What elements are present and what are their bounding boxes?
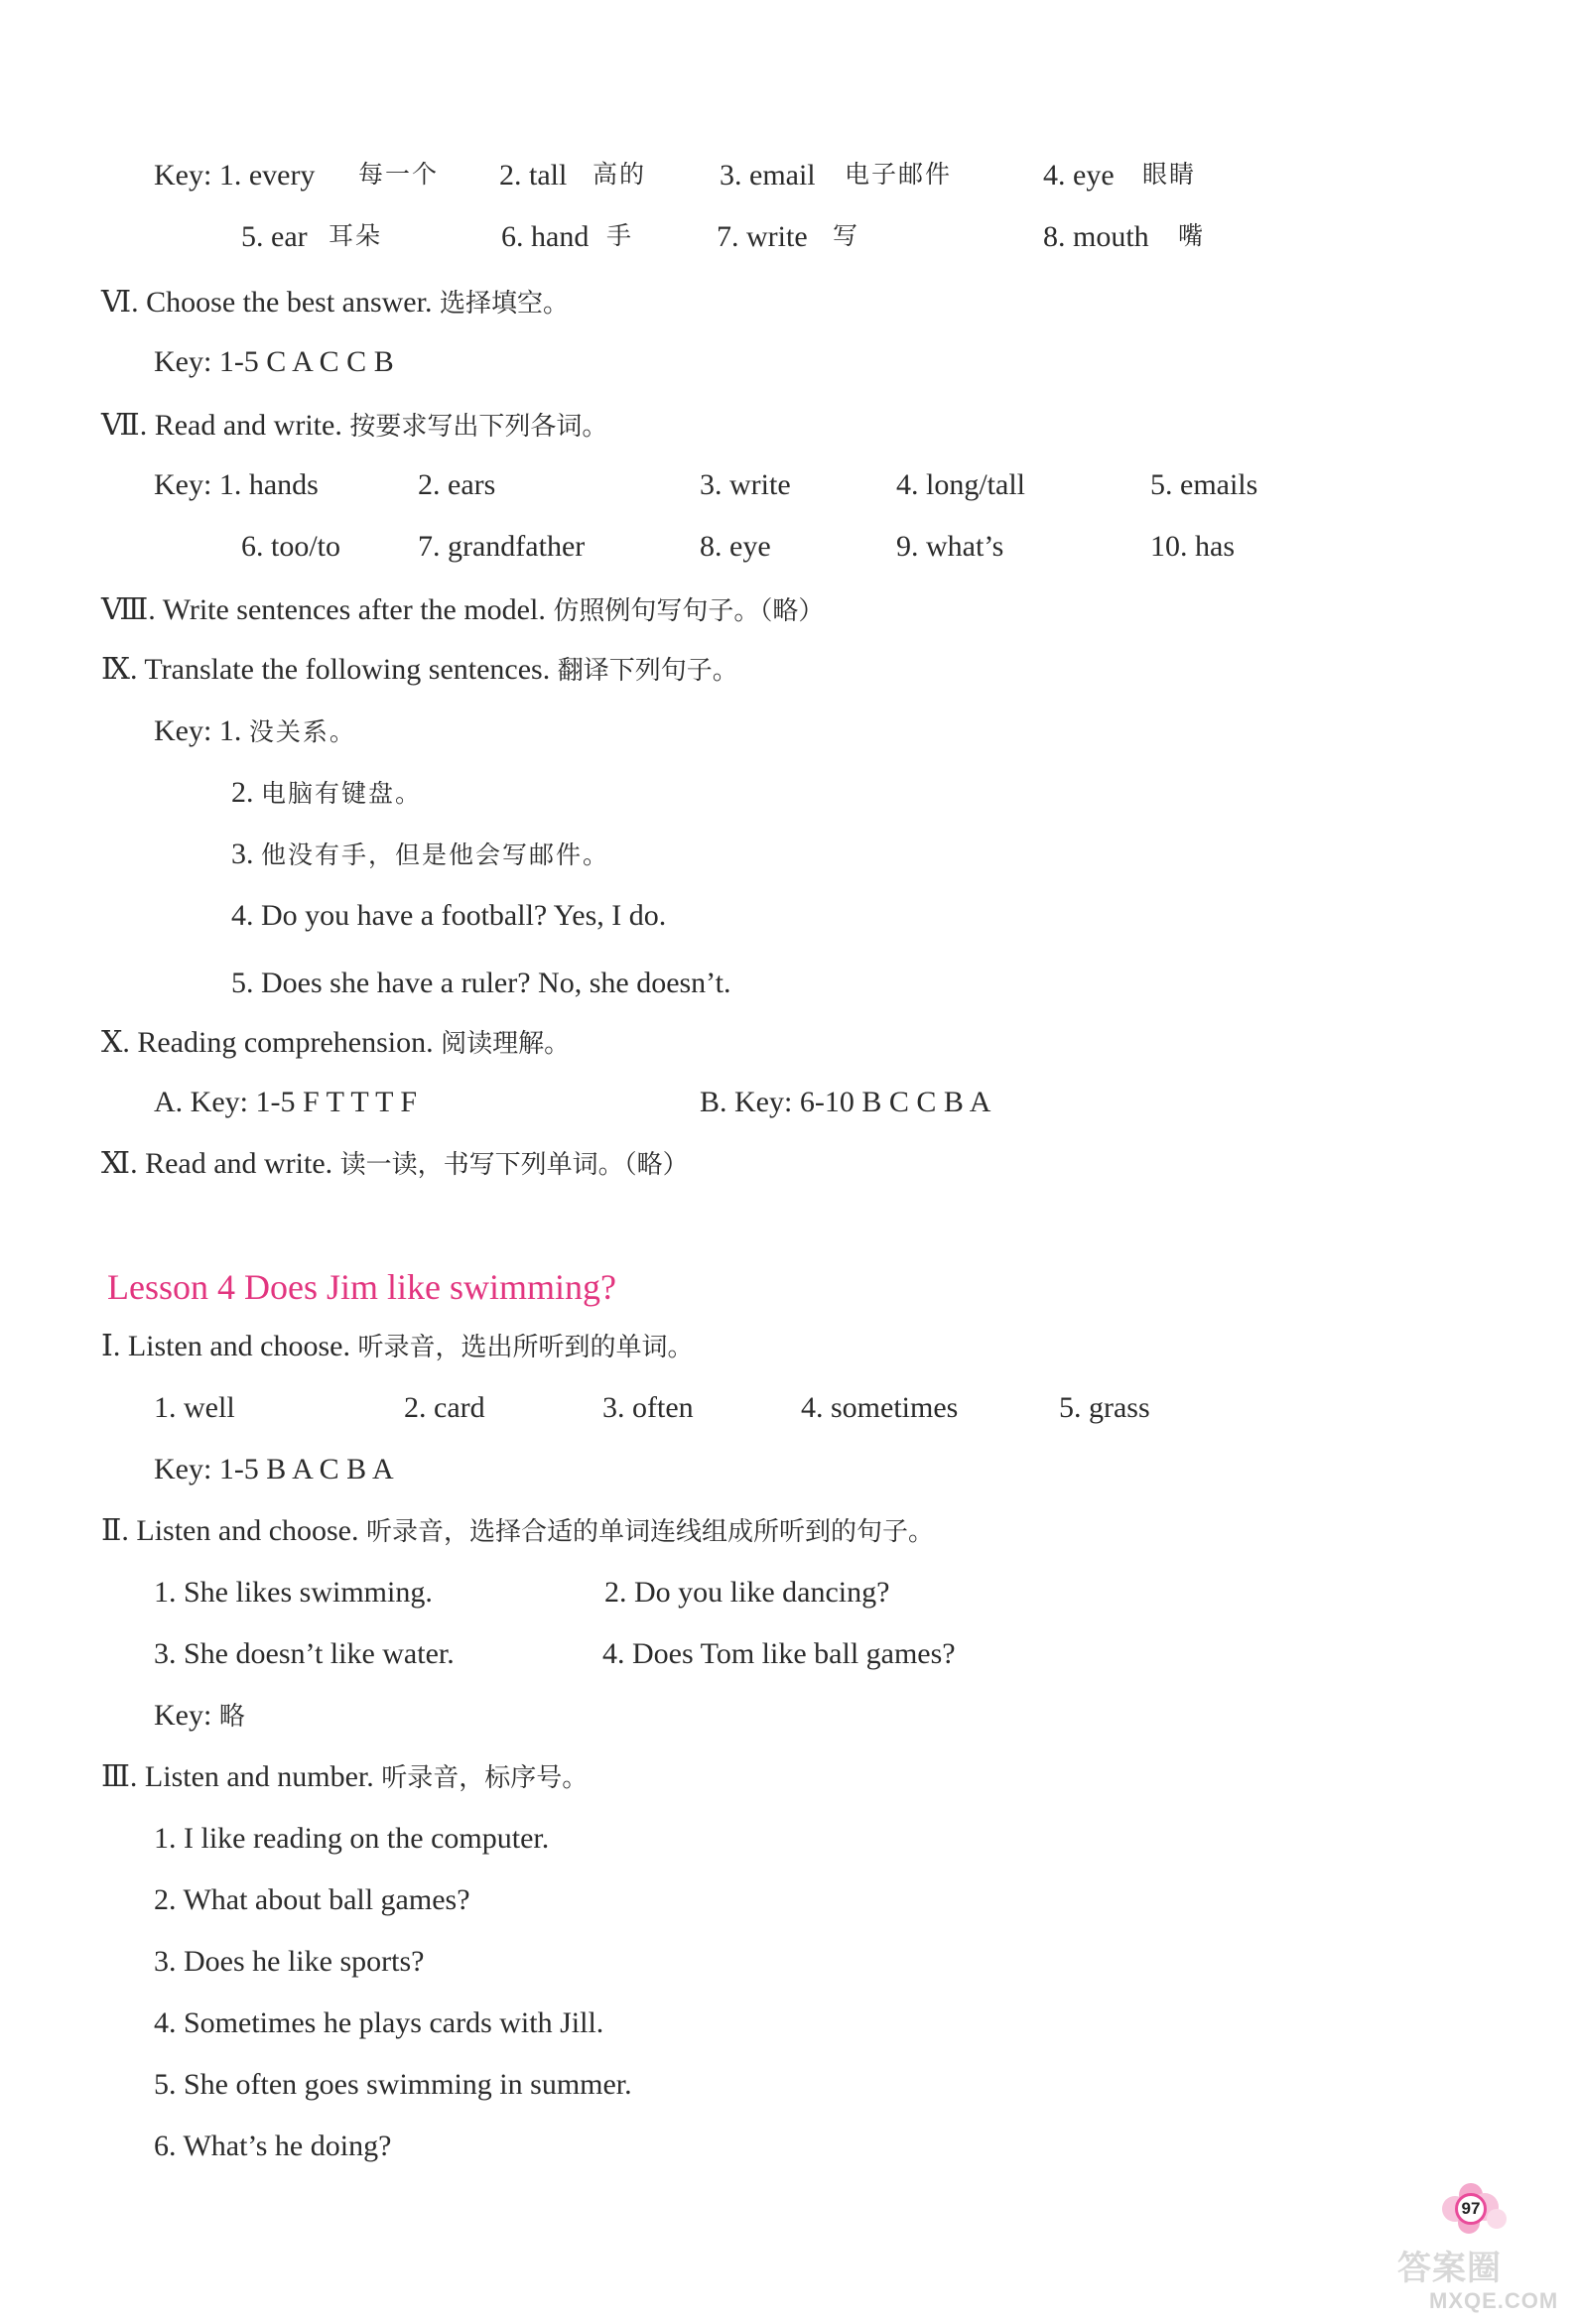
- section-9-key-1: Key: 1. 没关系。: [154, 714, 356, 747]
- section-9-key-3: 3. 他没有手，但是他会写邮件。: [231, 838, 610, 870]
- section-9-key-4: 4. Do you have a football? Yes, I do.: [231, 899, 667, 932]
- page: Key: 1. every 每一个 2. tall 高的 3. email 电子邮件 4. eye 眼睛 5. ear 耳朵 6. hand 手 7. write 写 8. mouth 嘴 Ⅵ. Choose the best answer. 选择填空。 Key: 1-5 C A C C B Ⅶ. Read and write. 按要求写出下列各词。 Key: 1. hands 2. ears 3. write 4. long/tall 5. emails 6. too/to 7. grandfather 8. eye 9. what’s 10. has Ⅷ. Write sentences after the model. 仿照例句写句子。（略） Ⅸ. Translate the following sentences. 翻译下列句子。 Key: 1. 没关系。 2. 电脑有键盘。 3. 他没有手，但是他会写邮件。 4. Do you have a football? Yes, I do. 5. Does she have a ruler? No, she doesn’t. Ⅹ. Reading comprehension. 阅读理解。 A. Key: 1-5 F T T T F B. Key: 6-10 B C C B A Ⅺ. Read and write. 读一读，书写下列单词。（略） Lesson 4 Does Jim like swimming? Ⅰ. Listen and choose. 听录音，选出所听到的单词。 1. well 2. card 3. often 4. sometimes 5. grass Key: 1-5 B A C B A Ⅱ. Listen and choose. 听录音，选择合适的单词连线组成所听到的句子。 1. She likes swimming. 2. Do you like dancing? 3. She doesn’t like water. 4. Does Tom like ball games? Key: 略 Ⅲ. Listen and number. 听录音，标序号。 1. I like reading on the computer. 2. What about ball games? 3. Does he like sports? 4. Sometimes he plays cards with Jill. 5. She often goes swimming in summer. 6. What’s he doing? 97 答案圈 MXQE.COM: [101, 159, 1559, 2313]
- lesson4-section-1-heading: Ⅰ. Listen and choose. 听录音，选出所听到的单词。: [101, 1330, 694, 1362]
- section-6-heading: Ⅵ. Choose the best answer. 选择填空。: [101, 286, 569, 319]
- lesson4-section-3-heading: Ⅲ. Listen and number. 听录音，标序号。: [101, 1760, 589, 1793]
- lesson4-section-3-item-1: 1. I like reading on the computer.: [154, 1822, 550, 1855]
- lesson4-section-3-item-4: 4. Sometimes he plays cards with Jill.: [154, 2006, 604, 2039]
- section-9-heading: Ⅸ. Translate the following sentences. 翻译下列句子。: [101, 653, 738, 686]
- section-8-heading: Ⅷ. Write sentences after the model. 仿照例句写句子。（略）: [101, 593, 825, 626]
- section-9-key-2: 2. 电脑有键盘。: [231, 776, 423, 809]
- watermark-logo: 答案圈: [1397, 2250, 1502, 2287]
- lesson4-section-3-item-5: 5. She often goes swimming in summer.: [154, 2068, 632, 2101]
- lesson4-section-1-key: Key: 1-5 B A C B A: [154, 1453, 394, 1485]
- lesson-title: Lesson 4 Does Jim like swimming?: [107, 1267, 616, 1307]
- section-11-heading: Ⅺ. Read and write. 读一读，书写下列单词。（略）: [101, 1147, 689, 1180]
- lesson4-section-3-item-3: 3. Does he like sports?: [154, 1945, 425, 1978]
- section-7-heading: Ⅶ. Read and write. 按要求写出下列各词。: [101, 409, 608, 442]
- page-number: 97: [1455, 2193, 1487, 2225]
- section-6-key: Key: 1-5 C A C C B: [154, 345, 394, 378]
- lesson4-section-3-item-2: 2. What about ball games?: [154, 1883, 470, 1916]
- lesson4-section-3-item-6: 6. What’s he doing?: [154, 2130, 392, 2162]
- lesson4-section-2-key: Key: 略: [154, 1699, 245, 1732]
- watermark-url: MXQE.COM: [1429, 2288, 1559, 2313]
- section-10-heading: Ⅹ. Reading comprehension. 阅读理解。: [101, 1026, 571, 1059]
- section-9-key-5: 5. Does she have a ruler? No, she doesn’t.: [231, 967, 731, 999]
- lesson4-section-2-heading: Ⅱ. Listen and choose. 听录音，选择合适的单词连线组成所听到的句子。: [101, 1514, 935, 1547]
